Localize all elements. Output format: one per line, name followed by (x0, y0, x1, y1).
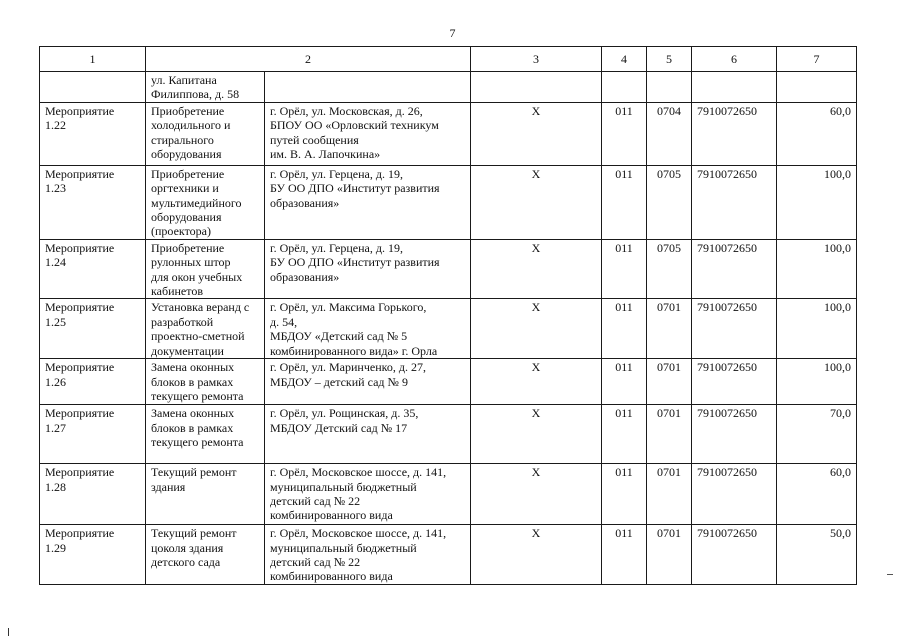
table-row (40, 239, 857, 299)
cell-measure (40, 72, 146, 103)
table-row (40, 299, 857, 359)
page-number: 7 (449, 26, 456, 40)
cell-amount: 100,0 (777, 299, 857, 359)
cell-code4: 011 (602, 359, 647, 405)
cell-amount: 50,0 (777, 525, 857, 585)
cell-description: Замена оконных блоков в рамках текущего ремонта (146, 405, 265, 464)
cell-amount: 100,0 (777, 165, 857, 239)
cell-measure: Мероприятие 1.25 (40, 299, 146, 359)
cell-code5 (647, 72, 692, 103)
cell-description: Приобретение оргтехники и мультимедийного оборудования (проектора) (146, 165, 265, 239)
cell-code5: 0701 (647, 299, 692, 359)
cell-measure: Мероприятие 1.29 (40, 525, 146, 585)
header-col-4: 4 (602, 47, 647, 72)
cell-mark: X (471, 525, 602, 585)
cell-code5: 0701 (647, 525, 692, 585)
cell-description: Замена оконных блоков в рамках текущего ремонта (146, 359, 265, 405)
cell-mark: X (471, 405, 602, 464)
header-col-5: 5 (647, 47, 692, 72)
cell-mark: X (471, 464, 602, 525)
cell-code6: 7910072650 (692, 299, 777, 359)
cell-amount (777, 72, 857, 103)
cell-address: г. Орёл, Московское шоссе, д. 141, муниципальный бюджетный детский сад № 22 комбинированного вида (265, 464, 471, 525)
cell-address: г. Орёл, ул. Московская, д. 26, БПОУ ОО «Орловский техникум путей сообщения им. В. А. Лапочкина» (265, 102, 471, 165)
header-col-3: 3 (471, 47, 602, 72)
cell-address: г. Орёл, ул. Маринченко, д. 27, МБДОУ – детский сад № 9 (265, 359, 471, 405)
cell-address: г. Орёл, ул. Герцена, д. 19, БУ ОО ДПО «Институт развития образования» (265, 165, 471, 239)
cell-code4: 011 (602, 239, 647, 299)
cell-amount: 60,0 (777, 464, 857, 525)
cell-measure: Мероприятие 1.27 (40, 405, 146, 464)
cell-address (265, 72, 471, 103)
cell-code4: 011 (602, 299, 647, 359)
cell-measure: Мероприятие 1.28 (40, 464, 146, 525)
cell-description: Приобретение холодильного и стирального оборудования (146, 102, 265, 165)
table-row (40, 525, 857, 585)
cell-amount: 60,0 (777, 102, 857, 165)
cell-amount: 100,0 (777, 359, 857, 405)
cell-code4: 011 (602, 165, 647, 239)
cell-code6: 7910072650 (692, 464, 777, 525)
cell-code5: 0704 (647, 102, 692, 165)
cell-mark: X (471, 102, 602, 165)
cell-mark: X (471, 299, 602, 359)
cell-code4: 011 (602, 102, 647, 165)
cell-mark: X (471, 165, 602, 239)
cell-code4 (602, 72, 647, 103)
table-row (40, 165, 857, 239)
cell-code5: 0705 (647, 165, 692, 239)
cell-code5: 0701 (647, 359, 692, 405)
cell-code4: 011 (602, 525, 647, 585)
cell-address: г. Орёл, Московское шоссе, д. 141, муниципальный бюджетный детский сад № 22 комбинированного вида (265, 525, 471, 585)
table-row (40, 405, 857, 464)
cell-code4: 011 (602, 464, 647, 525)
cell-code6: 7910072650 (692, 405, 777, 464)
header-col-6: 6 (692, 47, 777, 72)
header-col-2: 2 (146, 47, 471, 72)
table-row (40, 359, 857, 405)
cell-code5: 0701 (647, 405, 692, 464)
header-col-7: 7 (777, 47, 857, 72)
cell-amount: 70,0 (777, 405, 857, 464)
stray-mark (8, 628, 9, 636)
cell-description: Установка веранд с разработкой проектно-сметной документации (146, 299, 265, 359)
cell-measure: Мероприятие 1.26 (40, 359, 146, 405)
cell-address: г. Орёл, ул. Рощинская, д. 35, МБДОУ Детский сад № 17 (265, 405, 471, 464)
cell-code6: 7910072650 (692, 239, 777, 299)
continuation-row (40, 72, 857, 103)
cell-description: ул. Капитана Филиппова, д. 58 (146, 72, 265, 103)
cell-description: Текущий ремонт цоколя здания детского сада (146, 525, 265, 585)
cell-mark: X (471, 239, 602, 299)
cell-mark: X (471, 359, 602, 405)
cell-code5: 0705 (647, 239, 692, 299)
cell-address: г. Орёл, ул. Герцена, д. 19, БУ ОО ДПО «Институт развития образования» (265, 239, 471, 299)
cell-address: г. Орёл, ул. Максима Горького, д. 54, МБДОУ «Детский сад № 5 комбинированного вида» г. Орла (265, 299, 471, 359)
cell-mark (471, 72, 602, 103)
cell-measure: Мероприятие 1.24 (40, 239, 146, 299)
cell-measure: Мероприятие 1.22 (40, 102, 146, 165)
table-row (40, 464, 857, 525)
cell-code6: 7910072650 (692, 165, 777, 239)
header-row (40, 47, 857, 72)
cell-code6: 7910072650 (692, 102, 777, 165)
budget-measures-table (39, 46, 857, 585)
cell-code4: 011 (602, 405, 647, 464)
table-row (40, 102, 857, 165)
cell-measure: Мероприятие 1.23 (40, 165, 146, 239)
cell-code6: 7910072650 (692, 525, 777, 585)
cell-code6 (692, 72, 777, 103)
cell-description: Приобретение рулонных штор для окон учебных кабинетов (146, 239, 265, 299)
cell-description: Текущий ремонт здания (146, 464, 265, 525)
cell-amount: 100,0 (777, 239, 857, 299)
cell-code6: 7910072650 (692, 359, 777, 405)
header-col-1: 1 (40, 47, 146, 72)
dash-mark (887, 574, 893, 575)
cell-code5: 0701 (647, 464, 692, 525)
